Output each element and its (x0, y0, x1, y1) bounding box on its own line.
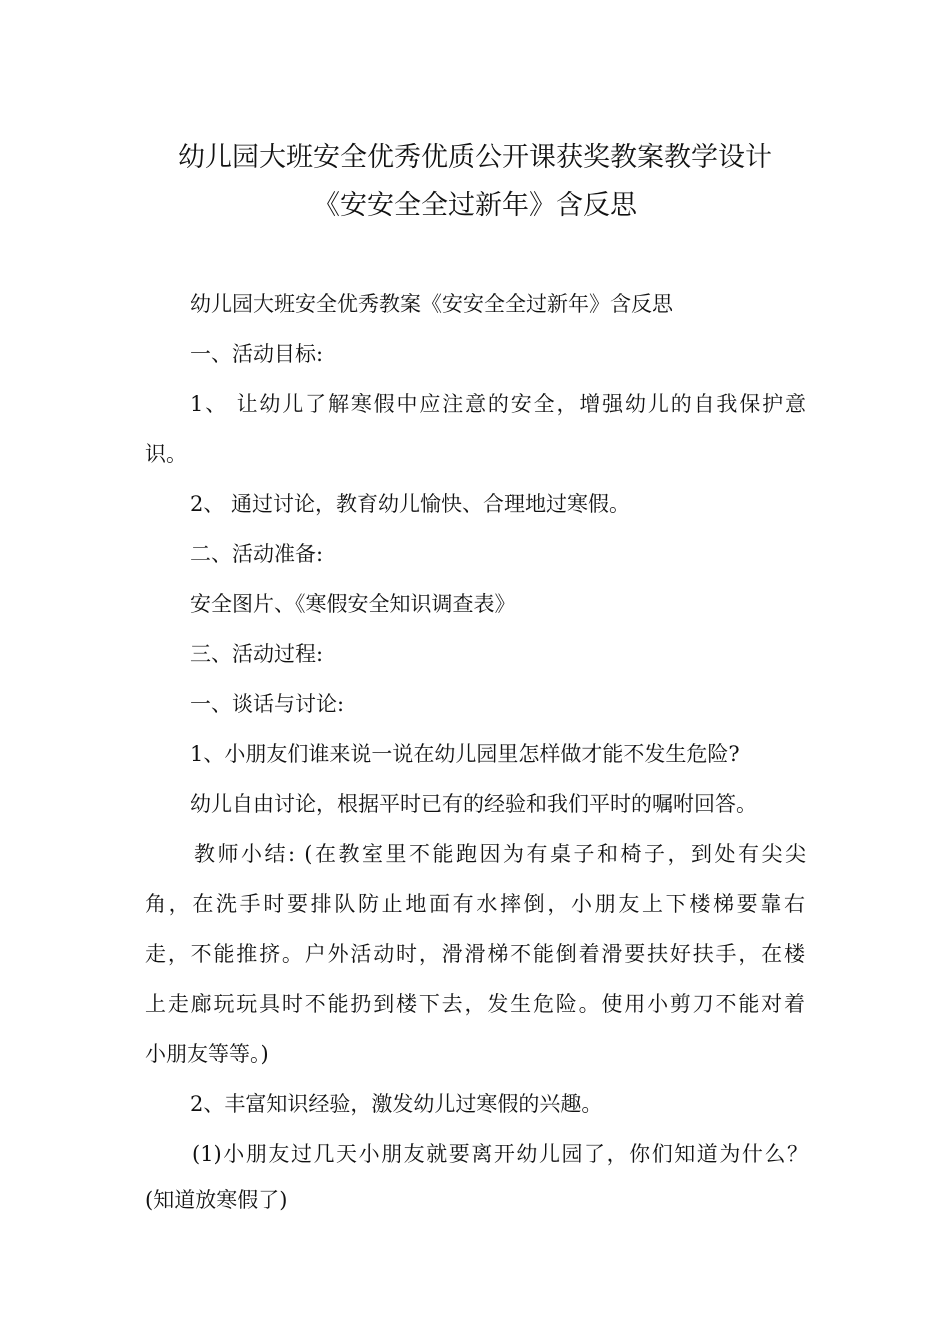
discussion-note: 幼儿自由讨论，根据平时已有的经验和我们平时的嘱咐回答。 (190, 792, 757, 816)
teacher-summary-line-3: 走，不能推挤。户外活动时，滑滑梯不能倒着滑要扶好扶手，在楼 (145, 942, 805, 966)
intro-line: 幼儿园大班安全优秀教案《安安全全过新年》含反思 (190, 292, 673, 316)
teacher-summary-line-4: 上走廊玩玩具时不能扔到楼下去，发生危险。使用小剪刀不能对着 (145, 992, 805, 1016)
teacher-summary-line-1: 教师小结: (在教室里不能跑因为有桌子和椅子，到处有尖尖 (194, 842, 806, 866)
subsection-discussion: 一、谈话与讨论: (190, 692, 345, 716)
document-title-line-1: 幼儿园大班安全优秀优质公开课获奖教案教学设计 (178, 142, 772, 173)
document-title-line-2: 《安安全全过新年》含反思 (313, 190, 637, 221)
goal-item-2: 2、 通过讨论，教育幼儿愉快、合理地过寒假。 (190, 492, 631, 516)
teacher-summary-line-5: 小朋友等等。) (145, 1042, 269, 1066)
activity-step-2: 2、丰富知识经验，激发幼儿过寒假的兴趣。 (190, 1092, 603, 1116)
section-heading-process: 三、活动过程: (190, 642, 324, 666)
goal-item-1: 1、 让幼儿了解寒假中应注意的安全，增强幼儿的自我保护意 (190, 392, 806, 416)
activity-question-1: (1)小朋友过几天小朋友就要离开幼儿园了，你们知道为什么？ (192, 1142, 808, 1166)
teacher-summary-line-2: 角，在洗手时要排队防止地面有水摔倒，小朋友上下楼梯要靠右 (145, 892, 805, 916)
preparation-materials: 安全图片、《寒假安全知识调查表》 (190, 592, 516, 616)
section-heading-preparation: 二、活动准备: (190, 542, 324, 566)
goal-item-1-continued: 识。 (145, 442, 187, 466)
section-heading-goals: 一、活动目标: (190, 342, 324, 366)
discussion-question-1: 1、小朋友们谁来说一说在幼儿园里怎样做才能不发生危险? (190, 742, 740, 766)
activity-answer-1: (知道放寒假了) (145, 1188, 288, 1212)
